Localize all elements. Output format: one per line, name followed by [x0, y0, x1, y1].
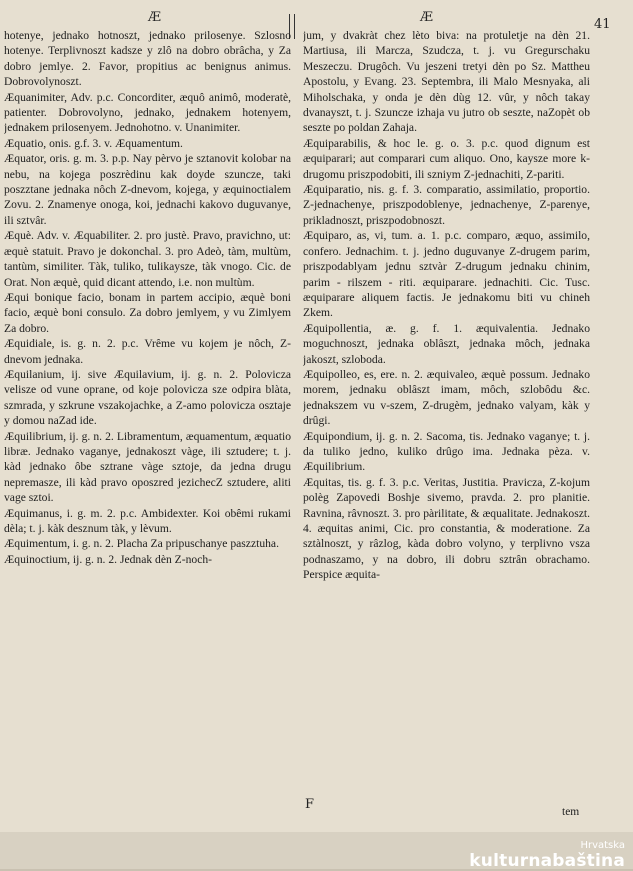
entry-right-7: Æquitas, tis. g. f. 3. p.c. Veritas, Justitia. Pravicza, Z-kojum polèg Zapovedi Boshje sivemo, pravda. 2. pro planitie. Ravnina, râvnoszt. 3. pro pàrilitate, & æqualitate. Jednakoszt. 4. æquitas animi, Cic. pro constantia, & moderatione. Za sztàlnoszt, y râzlog, kàda dobro volyno, y terplivno vsza podnaszamo, y na dobro, ili dobru sztrân obrachamo. Perspice æquita- — [303, 475, 590, 582]
entry-left-1: Æquanimiter, Adv. p.c. Concorditer, æquô animô, moderatè, patienter. Dobrovolyno, jednako, jednakem hotenyem, jednakem prilosenyem. Jednohotno. v. Unanimiter. — [4, 90, 291, 135]
header-rule-2 — [294, 14, 295, 39]
catchword: tem — [562, 806, 580, 818]
entry-left-11: Æquinoctium, ij. g. n. 2. Jednak dèn Z-noch- — [4, 552, 213, 566]
running-head-right: Æ — [420, 10, 434, 25]
watermark-line-2: kulturnabaština — [469, 851, 625, 871]
entry-left-9: Æquimanus, i. g. m. 2. p.c. Ambidexter. Koi obêmi rukami dèla; t. j. kàk desznum tàk, y lèvum. — [4, 506, 291, 535]
entry-left-8: Æquilibrium, ij. g. n. 2. Libramentum, æquamentum, æquatio libræ. Jednako vaganye, jednakoszt vàge, ili sztudere; t. j. kàd jednako ôbe sztrane vàge sztoje, da jedna drugu nepremasze, ili kàd pravo oposzred jezichecZ sztudere, aliti vage sztoi. — [4, 429, 291, 505]
entry-right-2: Æquiparatio, nis. g. f. 3. comparatio, assimilatio, proportio. Z-jednachenye, priszpodoblenye, jednachenye, Z-parenye, prikladnoszt, priszpodobnoszt. — [303, 183, 590, 227]
entry-left-5: Æqui bonique facio, bonam in partem accipio, æquè boni facio, æquè boni consulo. Za dobro jemlyem, y vu Zimlyem Za dobro. — [4, 290, 291, 335]
running-head-left: Æ — [148, 10, 162, 25]
entry-right-5: Æquipolleo, es, ere. n. 2. æquivaleo, æquè possum. Jednako morem, jednaku oblâszt imam, môch, szlobôdu &c. jednakszem vu v-szem, Z-drugèm, jednako valyam, kàk y drûgi. — [303, 367, 590, 428]
watermark-line-1: Hrvatska — [580, 840, 625, 851]
entry-left-6: Æquidiale, is. g. n. 2. p.c. Vrême vu kojem je nôch, Z-dnevom jednaka. — [4, 337, 291, 366]
entry-right-4: Æquipollentia, æ. g. f. 1. æquivalentia. Jednako moguchnoszt, jednaka oblâszt, jednaka môch, jednaka jakoszt, szloboda. — [303, 321, 590, 366]
entry-right-0: jum, y dvakràt chez lèto biva: na protuletje na dèn 21. Martiusa, ili Marcza, Szudcza, t. j. vu Gregurschaku Meszeczu. Drugôch. Vu jeszeni tretyi dèn po Sz. Mattheu Apostolu, y Evang. 23. Septembra, ili Malo Mesnyaka, ali Miholschaka, y onda je dèn dùg 12. vûr, y nôch takay dvanayszt, t. j. Szuncze izhaja vu jutro ob seszte, naZopèt ob seszte po poldan Zahaja. — [303, 29, 590, 135]
entry-left-3: Æquator, oris. g. m. 3. p.p. Nay pèrvo je sztanovit kolobar na nebu, na kojega poszrèdinu kak doyde szuncze, taki poszztane jednaka nôch Z-dnevom, kojega, y æquinoctialem Zovu. 2. Znamenye onoga, koi, jednachi kakovo duguvanye, ili sztvâr. — [4, 152, 291, 227]
entry-left-4: Æquè. Adv. v. Æquabiliter. 2. pro justè. Pravo, pravichno, ut: æquè statuit. Pravo je dokonchal. 3. pro Adeò, tàm, multùm, tantùm, similiter. Tàk, tuliko, tulikaysze, tàk vnogo. Cic. de Orat. Non æquè, quid dicant attendo, i.e. non multùm. — [4, 229, 291, 289]
entry-left-10: Æquimentum, i. g. n. 2. Placha Za pripuschanye paszztuha. — [4, 537, 279, 551]
entry-right-3: Æquiparo, as, vi, tum. a. 1. p.c. comparo, æquo, assimilo, confero. Jednachim. t. j. jedno duguvanye Z-drugem parim, priszpodablyam jednu sztvàr Z-drugum jednaku chinim, parim - rilszem - riti. æquiparare. jednachiti. Cic. Tusc. æquiparare aliquem factis. Je jednakomu biti vu chineh Zkem. — [303, 229, 590, 320]
right-column — [303, 28, 590, 798]
signature-mark: F — [305, 797, 315, 812]
page-number: 41 — [594, 17, 611, 32]
entry-left-0: hotenye, jednako hotnoszt, jednako prilosenye. Szlosno hotenye. Terplivnoszt kadsze y zlô na dobro obrâcha, y Za dobro jemlye. 2. Favor, propitius ac benignus animus. Dobrovolynoszt. — [4, 29, 291, 89]
entry-right-6: Æquipondium, ij. g. n. 2. Sacoma, tis. Jednako vaganye; t. j. da tuliko jedno, kuliko drûgo ima. Jednaka pèza. v. Æquilibrium. — [303, 429, 590, 474]
entry-left-2: Æquatio, onis. g.f. 3. v. Æquamentum. — [4, 136, 183, 150]
entry-left-7: Æquilanium, ij. sive Æquilavium, ij. g. n. 2. Polovicza velisze od vune oprane, od koje polovicza sze odpira blàta, szmrada, y szkrune vszakojachke, a Z-amo polovicza osztaje y domou naZad ide. — [4, 367, 291, 428]
entry-right-1: Æquiparabilis, & hoc le. g. o. 3. p.c. quod dignum est æquiparari; aut comparari cum aliquo. Ono, kaysze more k-drugomu priszpodobiti, ili szniym Z-jednachiti, Z-pariti. — [303, 136, 590, 181]
watermark-logo — [469, 840, 625, 870]
left-column — [4, 28, 291, 798]
